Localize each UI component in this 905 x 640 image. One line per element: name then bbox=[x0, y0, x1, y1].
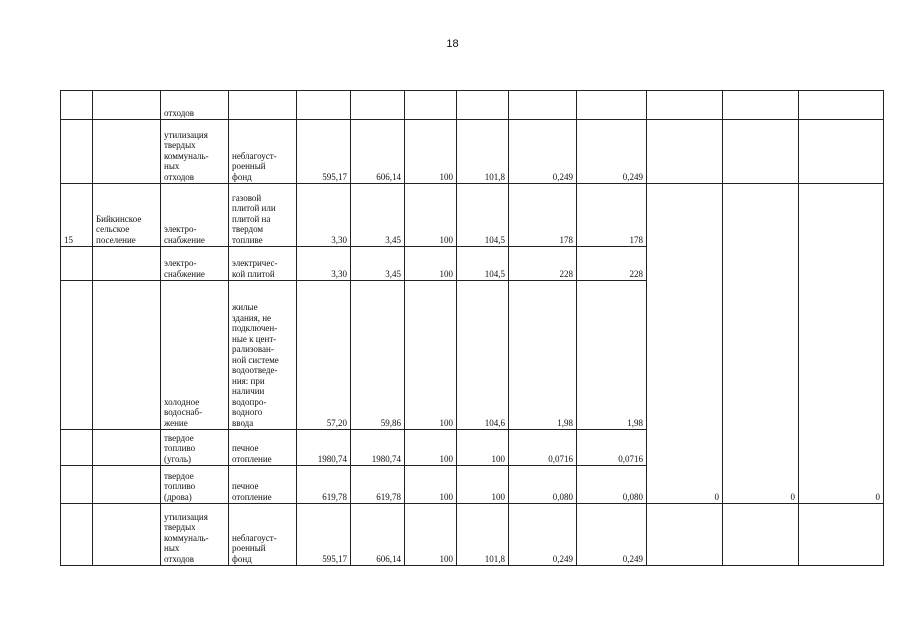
service-cell: твердое топливо (уголь) bbox=[161, 430, 229, 466]
group-cell-2 bbox=[723, 91, 799, 120]
page-number: 18 bbox=[446, 38, 459, 50]
table-row bbox=[61, 91, 884, 120]
value-cell-4: 100 bbox=[457, 466, 509, 504]
value-cell-3: 100 bbox=[405, 430, 457, 466]
settlement-cell bbox=[93, 91, 161, 120]
value-cell-1: 57,20 bbox=[297, 281, 351, 430]
group-cell-1 bbox=[647, 504, 723, 566]
settlement-cell bbox=[93, 430, 161, 466]
value-cell-2 bbox=[351, 91, 405, 120]
group-cell-1 bbox=[647, 120, 723, 184]
value-cell-3: 100 bbox=[405, 247, 457, 281]
group-value-1: 0 bbox=[647, 184, 723, 504]
value-cell-1: 595,17 bbox=[297, 120, 351, 184]
value-cell-1: 619,78 bbox=[297, 466, 351, 504]
group-cell-3 bbox=[799, 91, 884, 120]
value-cell-5: 1,98 bbox=[509, 281, 577, 430]
settlement-cell bbox=[93, 247, 161, 281]
value-cell-4: 100 bbox=[457, 430, 509, 466]
row-number-cell bbox=[61, 504, 93, 566]
settlement-cell bbox=[93, 466, 161, 504]
value-cell-2: 606,14 bbox=[351, 504, 405, 566]
value-cell-2: 3,45 bbox=[351, 184, 405, 247]
value-cell-1: 3,30 bbox=[297, 247, 351, 281]
value-cell-5 bbox=[509, 91, 577, 120]
settlement-cell: Бийкинское сельское поселение bbox=[93, 184, 161, 247]
value-cell-1: 3,30 bbox=[297, 184, 351, 247]
value-cell-6: 0,0716 bbox=[577, 430, 647, 466]
value-cell-3: 100 bbox=[405, 504, 457, 566]
value-cell-3: 100 bbox=[405, 281, 457, 430]
service-cell: холодное водоснаб- жение bbox=[161, 281, 229, 430]
value-cell-4: 101,8 bbox=[457, 504, 509, 566]
value-cell-1: 1980,74 bbox=[297, 430, 351, 466]
value-cell-1 bbox=[297, 91, 351, 120]
value-cell-4: 101,8 bbox=[457, 120, 509, 184]
value-cell-5: 0,249 bbox=[509, 120, 577, 184]
value-cell-3: 100 bbox=[405, 466, 457, 504]
service-cell: электро- снабжение bbox=[161, 184, 229, 247]
value-cell-6 bbox=[577, 91, 647, 120]
service-cell: отходов bbox=[161, 91, 229, 120]
category-cell: печное отопление bbox=[229, 430, 297, 466]
row-number-cell bbox=[61, 466, 93, 504]
value-cell-6: 0,080 bbox=[577, 466, 647, 504]
group-cell-3 bbox=[799, 120, 884, 184]
category-cell: неблагоуст- роенный фонд bbox=[229, 504, 297, 566]
category-cell: печное отопление bbox=[229, 466, 297, 504]
value-cell-6: 178 bbox=[577, 184, 647, 247]
category-cell: газовой плитой или плитой на твердом топливе bbox=[229, 184, 297, 247]
row-number-cell bbox=[61, 430, 93, 466]
value-cell-1: 595,17 bbox=[297, 504, 351, 566]
category-cell: жилые здания, не подключен- ные к цент- рализован- ной системе водоотведе- ния: при наличии водопро- водного ввода bbox=[229, 281, 297, 430]
group-cell-1 bbox=[647, 91, 723, 120]
value-cell-2: 3,45 bbox=[351, 247, 405, 281]
service-cell: утилизация твердых коммуналь- ных отходов bbox=[161, 120, 229, 184]
value-cell-3: 100 bbox=[405, 184, 457, 247]
value-cell-2: 1980,74 bbox=[351, 430, 405, 466]
group-value-3: 0 bbox=[799, 184, 884, 504]
group-value-2: 0 bbox=[723, 184, 799, 504]
service-cell: электро- снабжение bbox=[161, 247, 229, 281]
value-cell-6: 0,249 bbox=[577, 120, 647, 184]
value-cell-5: 0,080 bbox=[509, 466, 577, 504]
settlement-cell bbox=[93, 504, 161, 566]
row-number-cell: 15 bbox=[61, 184, 93, 247]
table-row bbox=[61, 184, 884, 247]
value-cell-4: 104,6 bbox=[457, 281, 509, 430]
value-cell-5: 228 bbox=[509, 247, 577, 281]
value-cell-3: 100 bbox=[405, 120, 457, 184]
settlement-cell bbox=[93, 281, 161, 430]
group-cell-2 bbox=[723, 504, 799, 566]
category-cell bbox=[229, 91, 297, 120]
service-cell: утилизация твердых коммуналь- ных отходов bbox=[161, 504, 229, 566]
row-number-cell bbox=[61, 281, 93, 430]
value-cell-3 bbox=[405, 91, 457, 120]
value-cell-4 bbox=[457, 91, 509, 120]
group-cell-3 bbox=[799, 504, 884, 566]
table-row bbox=[61, 120, 884, 184]
tariff-table bbox=[60, 90, 884, 566]
service-cell: твердое топливо (дрова) bbox=[161, 466, 229, 504]
group-cell-2 bbox=[723, 120, 799, 184]
value-cell-5: 0,0716 bbox=[509, 430, 577, 466]
row-number-cell bbox=[61, 120, 93, 184]
settlement-cell bbox=[93, 120, 161, 184]
category-cell: электричес- кой плитой bbox=[229, 247, 297, 281]
category-cell: неблагоуст- роенный фонд bbox=[229, 120, 297, 184]
value-cell-2: 606,14 bbox=[351, 120, 405, 184]
value-cell-4: 104,5 bbox=[457, 184, 509, 247]
value-cell-5: 178 bbox=[509, 184, 577, 247]
value-cell-6: 228 bbox=[577, 247, 647, 281]
row-number-cell bbox=[61, 247, 93, 281]
value-cell-2: 59,86 bbox=[351, 281, 405, 430]
value-cell-6: 0,249 bbox=[577, 504, 647, 566]
row-number-cell bbox=[61, 91, 93, 120]
value-cell-5: 0,249 bbox=[509, 504, 577, 566]
value-cell-4: 104,5 bbox=[457, 247, 509, 281]
table-row bbox=[61, 504, 884, 566]
value-cell-6: 1,98 bbox=[577, 281, 647, 430]
value-cell-2: 619,78 bbox=[351, 466, 405, 504]
